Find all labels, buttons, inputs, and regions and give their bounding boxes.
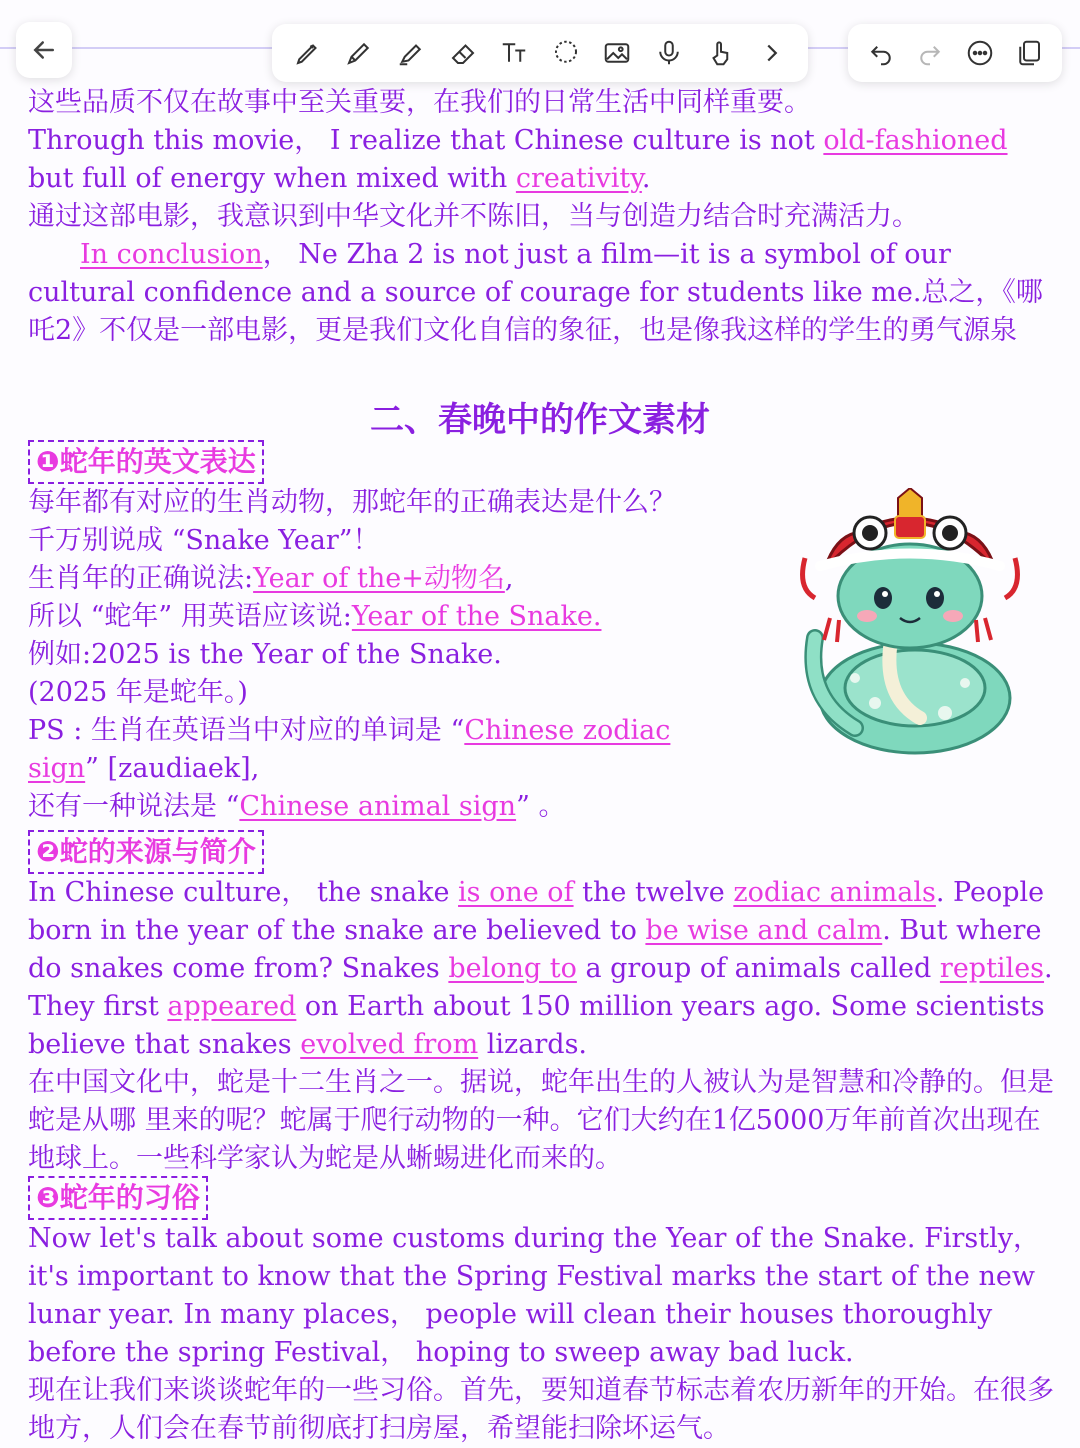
chevron-right-icon[interactable] xyxy=(755,36,789,70)
drawing-tools xyxy=(272,24,808,82)
part1-line-2: 千万别说成 “Snake Year”！ xyxy=(28,525,380,556)
part1-line-5: 例如:2025 is the Year of the Snake. xyxy=(28,639,502,670)
more-icon[interactable] xyxy=(963,36,997,70)
part2-chinese-paragraph: 在中国文化中，蛇是十二生肖之一。据说，蛇年出生的人被认为是智慧和冷静的。但是蛇是从哪 里来的呢？蛇属于爬行动物的一种。它们大约在1亿5000万年前首次出现在地球上。一些科学家认为蛇是从蜥蜴进化而来的。 xyxy=(28,1067,1054,1174)
pages-icon[interactable] xyxy=(1012,36,1046,70)
snake-lion-dance-illustration xyxy=(795,488,1025,768)
highlighter-icon[interactable] xyxy=(394,36,428,70)
cn-line-qualities: 这些品质不仅在故事中至关重要，在我们的日常生活中同样重要。 xyxy=(28,87,811,118)
part3-heading: ❸蛇年的习俗 xyxy=(28,1176,208,1220)
cn-movie-paragraph: 通过这部电影，我意识到中华文化并不陈旧，当与创造力结合时充满活力。 xyxy=(28,201,919,232)
back-button[interactable] xyxy=(16,22,72,78)
part1-line-3: 生肖年的正确说法:Year of the+动物名, xyxy=(28,563,514,594)
conclusion-paragraph: In conclusion， Ne Zha 2 is not just a film—it is a symbol of our cultural confidence and a source of courage for students like me.总之，《哪吒2》不仅是一部电影，更是我们文化自信的象征，也是像我这样的学生的勇气源泉 xyxy=(28,239,1043,346)
edit-actions xyxy=(848,24,1062,82)
microphone-icon[interactable] xyxy=(652,36,686,70)
section-title: 二、春晚中的作文素材 xyxy=(370,400,710,440)
part3-english-paragraph: Now let's talk about some customs during the Year of the Snake. Firstly， it's important to know that the Spring Festival marks the start of the new lunar year. In many places， people will clean their houses thoroughly before the spring Festival， hoping to sweep away bad luck. xyxy=(28,1223,1040,1368)
part2-english-paragraph: In Chinese culture， the snake is one of the twelve zodiac animals. People born in the year of the snake are believed to be wise and calm. But where do snakes come from? Snakes belong to a group of animals called reptiles. They first appeared on Earth about 150 million years ago. Some scientists believe that snakes evolved from lizards. xyxy=(28,877,1053,1060)
part1-line-6: (2025 年是蛇年。) xyxy=(28,677,248,708)
text-icon[interactable] xyxy=(497,36,531,70)
redo-icon[interactable] xyxy=(913,36,947,70)
part1-line-7: PS : 生肖在英语当中对应的单词是 “Chinese zodiac sign” [zaudiaek], xyxy=(28,715,671,784)
part1-heading: ❶蛇年的英文表达 xyxy=(28,440,264,484)
pen-icon[interactable] xyxy=(291,36,325,70)
part1-line-8: 还有一种说法是 “Chinese animal sign” 。 xyxy=(28,791,566,822)
part1-block xyxy=(28,440,788,826)
note-top-text xyxy=(28,84,1058,350)
part3-chinese-paragraph: 现在让我们来谈谈蛇年的一些习俗。首先，要知道春节标志着农历新年的开始。在很多地方，人们会在春节前彻底打扫房屋，希望能扫除坏运气。 xyxy=(28,1375,1054,1444)
part1-line-1: 每年都有对应的生肖动物，那蛇年的正确表达是什么？ xyxy=(28,487,676,518)
en-movie-paragraph: Through this movie， I realize that Chinese culture is not old-fashioned but full of energy when mixed with creativity. xyxy=(28,125,1008,194)
image-icon[interactable] xyxy=(600,36,634,70)
undo-icon[interactable] xyxy=(864,36,898,70)
part2-heading: ❷蛇的来源与简介 xyxy=(28,830,264,874)
touch-icon[interactable] xyxy=(704,36,738,70)
part1-line-4: 所以 “蛇年” 用英语应该说:Year of the Snake. xyxy=(28,601,602,632)
pencil-icon[interactable] xyxy=(342,36,376,70)
eraser-icon[interactable] xyxy=(446,36,480,70)
arrow-left-icon xyxy=(27,33,61,67)
lasso-icon[interactable] xyxy=(549,36,583,70)
part2-block xyxy=(28,830,1058,1178)
part3-block xyxy=(28,1176,1058,1448)
